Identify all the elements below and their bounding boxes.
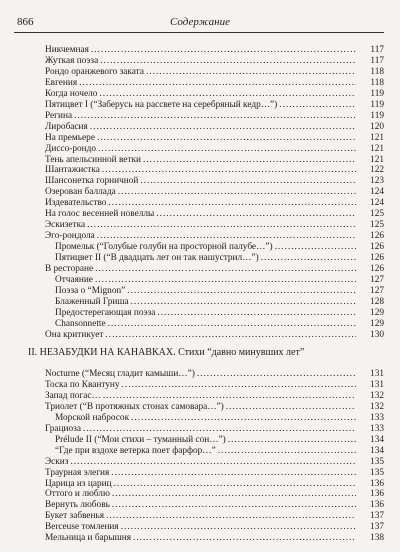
dot-leader [111,468,356,479]
toc-entry-title: Траурная элегия [45,467,110,478]
toc-entry-title: Блаженный Гриша [55,296,129,307]
toc-entry-title: Промельк (“Голубые голуби на просторной палубе…”) [55,242,273,253]
toc-entry-title: Шантажистка [45,165,100,176]
toc-entry [45,391,358,402]
toc-entry-page: 118 [370,66,384,77]
toc-entry [45,369,358,380]
dot-leader [90,122,356,133]
toc-entry-title: Диссо-рондо [45,143,96,154]
toc-entry-page: 126 [370,231,384,242]
toc-entry-page: 136 [370,500,384,511]
toc-entry-page: 117 [370,45,384,55]
running-title: Содержание [169,16,230,28]
toc-entry-page: 119 [370,110,384,121]
toc-entry-title: Пятицвет I (“Заберусь на рассвете на серебряный кедр…”) [45,99,278,110]
dot-leader [133,533,356,544]
running-header [17,16,383,32]
toc-entry-title: Эго-рондола [45,231,95,242]
toc-entry-title: Она критикует [45,329,104,340]
dot-leader [87,220,356,231]
dot-leader [79,78,356,89]
dot-leader [106,511,356,522]
toc-entry [45,176,358,187]
toc-entry-title: Лиробасия [45,121,88,132]
toc-entry-title: На премьере [45,132,95,143]
toc-entry-title: Регина [45,110,73,121]
dot-leader [97,133,356,144]
dot-leader [112,500,356,511]
toc-entry-title: Мельница и барышня [45,533,131,544]
dot-leader [197,369,356,380]
toc-entry-title: Запад погас… [45,390,101,401]
toc-entry-page: 122 [370,165,384,176]
toc-entry [45,144,358,155]
toc-entry-page: 121 [370,143,384,154]
toc-entry [55,242,358,253]
dot-leader [95,264,356,275]
toc-entry [45,522,358,533]
toc-entry [45,424,358,435]
dot-leader [118,187,356,198]
dot-leader [261,253,356,264]
toc-entry-title: Озерован баллада [45,187,116,198]
dot-leader [157,308,356,319]
toc-entry-title: Рондо оранжевого заката [45,66,144,77]
toc-entry-page: 117 [370,55,384,66]
toc-entry-title: Триолет (“В протяжных стонах самовара…”) [45,401,224,412]
toc-entry-title: Nocturne (“Месяц гладит камыши…”) [45,369,195,379]
toc-entry-page: 134 [370,434,384,445]
toc-entry [45,155,358,166]
toc-entry [45,500,358,511]
toc-entry-page: 131 [370,379,384,390]
toc-entry-title: На голос весенней новеллы [45,209,155,220]
toc-entry-title: Пятицвет II (“В двадцать лет он так нашустрил…”) [55,253,259,264]
toc-entry-title: Отчаяние [55,274,93,285]
toc-entry-page: 119 [370,99,384,110]
toc-entry-title: Грациоза [45,423,81,434]
toc-entry-page: 137 [370,511,384,522]
toc-entry [45,45,358,56]
toc-entry-page: 133 [370,423,384,434]
dot-leader [91,45,356,56]
toc-entry [45,209,358,220]
toc-entry [55,413,358,424]
toc-entry [45,533,358,544]
toc-entry-page: 125 [370,209,384,220]
toc-entry-title: Тоска по Квантуну [45,379,120,390]
dot-leader [74,111,356,122]
toc-entry [55,308,358,319]
dot-leader [131,413,356,424]
toc-entry-title: Предостерегающая поэза [55,307,156,318]
toc-entry-title: “Где при вздохе ветерка поет фарфор…” [55,445,216,456]
toc-entry-page: 135 [370,456,384,467]
toc-entry [45,165,358,176]
toc-entry-page: 127 [370,285,384,296]
dot-leader [103,391,356,402]
toc-entry [45,479,358,490]
toc-entry-page: 129 [370,318,384,329]
toc-entry [45,231,358,242]
toc-entry-title: Жуткая поэза [45,55,99,66]
dot-leader [112,489,356,500]
toc-entry-page: 124 [370,198,384,209]
toc-entry-page: 126 [370,264,384,274]
toc-entry-title: Царица из цариц [45,478,112,489]
toc-entry-page: 135 [370,467,384,478]
header-rule [14,32,384,33]
toc-entry-page: 127 [370,274,384,285]
toc-entry [45,187,358,198]
toc-entry [55,275,358,286]
toc-entry-page: 136 [370,478,384,489]
dot-leader [83,424,356,435]
toc-entry-page: 125 [370,220,384,231]
toc-entry-title: Поэза о “Mignon” [55,285,126,296]
dot-leader [131,297,356,308]
toc-entry-page: 126 [370,253,384,264]
toc-entry-title: Издевательство [45,198,107,209]
dot-leader [156,209,356,220]
dot-leader [121,522,356,533]
dot-leader [146,67,356,78]
dot-leader [105,330,356,341]
dot-leader [127,286,356,297]
toc-entry [45,100,358,111]
toc-entry [55,253,358,264]
dot-leader [279,100,356,111]
toc-entry-title: Оттого и люблю [45,489,110,500]
toc-entry-page: 128 [370,296,384,307]
toc-entry-title: Berceuse томления [45,522,119,533]
toc-entry [45,402,358,413]
toc-entry [45,380,358,391]
toc-entry-title: Chansonnette [55,318,106,329]
toc-entry-page: 134 [370,445,384,456]
toc-entry-page: 119 [370,88,384,99]
dot-leader [95,275,356,286]
toc-entry [45,468,358,479]
dot-leader [97,231,356,242]
dot-leader [226,402,356,413]
toc-entry [45,511,358,522]
toc-entry [55,319,358,330]
toc-entry-page: 120 [370,121,384,132]
toc-entry-title: Шансонетка горничной [45,176,139,187]
page-number: 866 [17,16,34,28]
dot-leader [99,89,356,100]
toc-entry-page: 123 [370,176,384,187]
toc-entry-page: 126 [370,242,384,253]
toc-entry-page: 130 [370,329,384,340]
toc-entry [45,111,358,122]
dot-leader [218,446,356,457]
toc-entry-title: Никчемная [45,45,89,55]
toc-entry-page: 131 [370,369,384,379]
toc-entry [55,435,358,446]
dot-leader [98,144,356,155]
toc-entry-page: 138 [370,533,384,544]
toc-entry [45,220,358,231]
toc-entry [45,56,358,67]
dot-leader [275,242,356,253]
toc-entry-page: 136 [370,489,384,500]
dot-leader [108,198,356,209]
toc-entry-title: Тень апельсинной ветки [45,154,141,165]
toc-entry-title: Эскиз [45,456,69,467]
toc-entry-page: 124 [370,187,384,198]
toc-entry-title: Эскизетка [45,220,86,231]
toc-entry-title: Вернуть любовь [45,500,110,511]
dot-leader [100,56,356,67]
toc-entry-page: 137 [370,522,384,533]
toc-entry [55,446,358,457]
dot-leader [102,165,356,176]
dot-leader [140,176,356,187]
dot-leader [122,380,356,391]
toc-entry-title: Букет забвенья [45,511,105,522]
dot-leader [114,479,356,490]
dot-leader [70,457,356,468]
toc-entry [45,489,358,500]
toc-entry [45,67,358,78]
toc-entry-page: 133 [370,412,384,423]
dot-leader [228,435,356,446]
toc-entry-page: 132 [370,390,384,401]
toc-entry [55,286,358,297]
toc-entry-page: 118 [370,77,384,88]
dot-leader [143,155,356,166]
toc-entry [45,122,358,133]
toc-entry [45,89,358,100]
toc-entry [45,264,358,275]
toc-entry-page: 121 [370,154,384,165]
toc-entry [45,330,358,341]
toc-entry [45,133,358,144]
toc-entry-title: Prélude II (“Мои стихи – туманный сон…”) [55,434,226,445]
toc-entry [45,457,358,468]
toc-entry-title: В ресторане [45,264,94,274]
toc-entry [45,78,358,89]
dot-leader [108,319,356,330]
toc-entry [45,198,358,209]
section-heading: II. НЕЗАБУДКИ НА КАНАВКАХ. Стихи “давно минувших лет” [28,347,305,358]
toc-entry-page: 129 [370,307,384,318]
toc-entry-title: Морской набросок [55,412,130,423]
toc-entry [55,297,358,308]
toc-entry-page: 132 [370,401,384,412]
toc-entry-page: 121 [370,132,384,143]
toc-entry-title: Когда ночело [45,88,98,99]
toc-entry-title: Евгения [45,77,78,88]
